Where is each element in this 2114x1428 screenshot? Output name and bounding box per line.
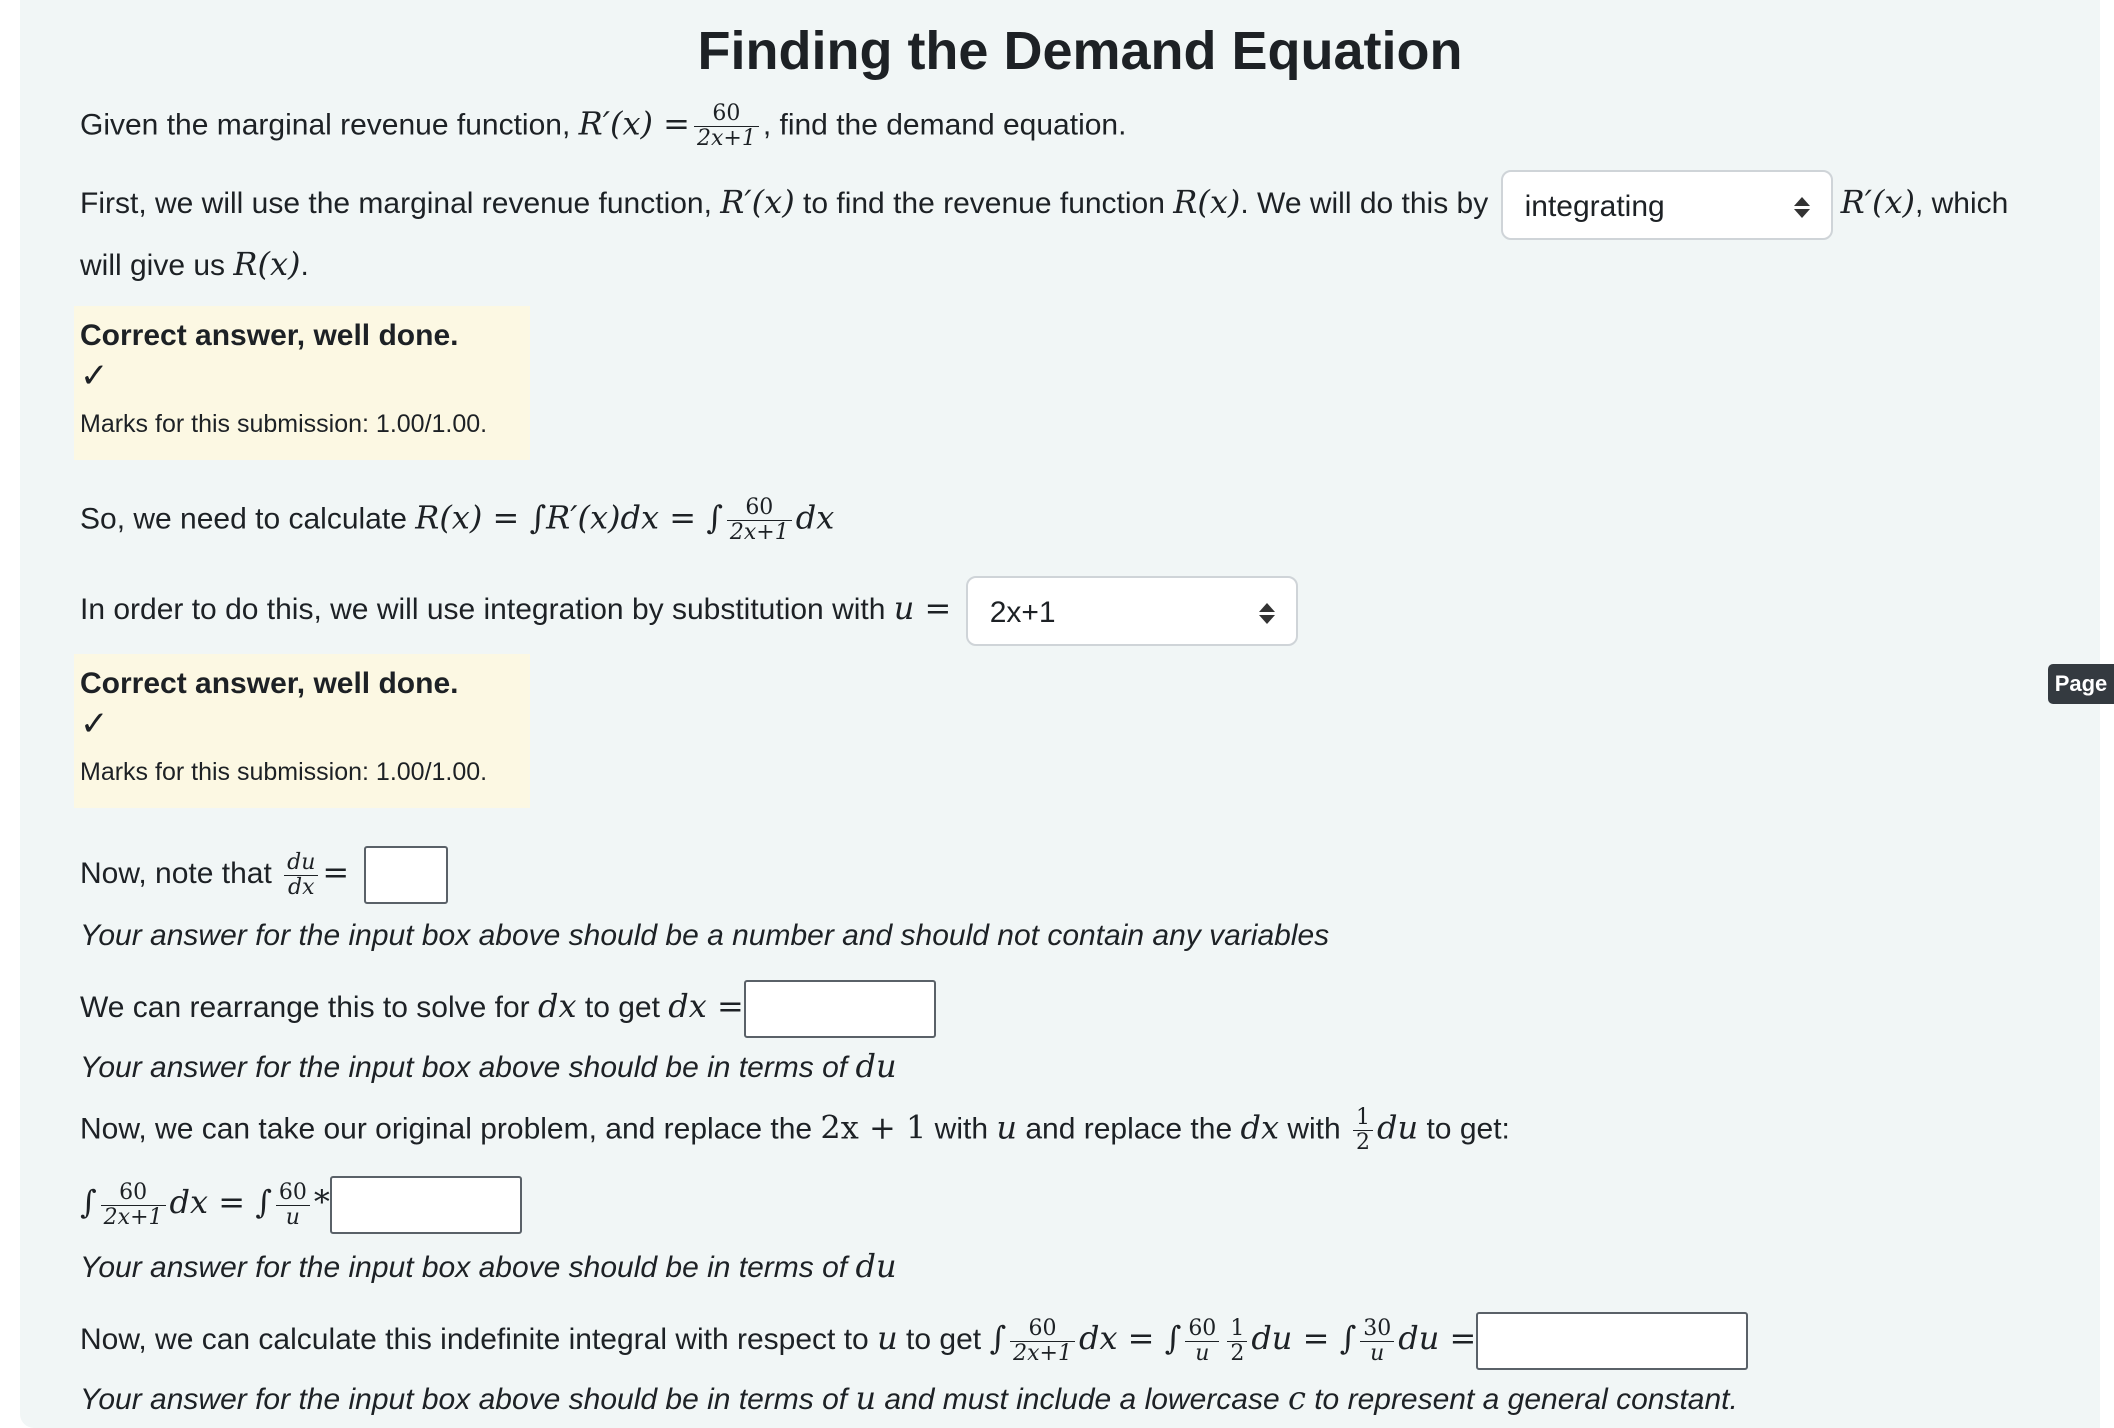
- frac-num: 60: [694, 102, 759, 127]
- math-c: c: [1287, 1379, 1306, 1417]
- hint-text: and must include a lowercase: [876, 1383, 1288, 1416]
- frac-den: 2x+1: [696, 126, 756, 151]
- math-u: u: [996, 1108, 1017, 1147]
- select-arrows-icon: [1258, 578, 1276, 648]
- frac-num: 60: [1010, 1317, 1075, 1342]
- step1-text: will give us: [80, 249, 234, 282]
- question-card: [20, 0, 2100, 1428]
- page-title: Finding the Demand Equation: [697, 21, 1463, 81]
- math-du: du: [855, 1247, 897, 1285]
- math-u: u: [877, 1318, 898, 1357]
- hint-text: Your answer for the input box above should be in terms of: [80, 1383, 856, 1416]
- step6-text: to get:: [1418, 1112, 1510, 1146]
- step2-line: [80, 496, 834, 545]
- step1-line2: [80, 244, 309, 286]
- du-dx-input[interactable]: [364, 846, 448, 904]
- integral-sign: ∫: [989, 1318, 1007, 1357]
- step1-text: to find the revenue function: [794, 186, 1174, 220]
- math-rx: R(x): [233, 245, 301, 283]
- substitution-select[interactable]: [966, 576, 1298, 646]
- intro-fraction: [694, 102, 759, 151]
- step6-text: and replace the: [1016, 1112, 1241, 1146]
- math-rprime: R′(x): [1840, 182, 1915, 221]
- math-star: *: [313, 1182, 330, 1221]
- feedback-marks: Marks for this submission: 1.00/1.00.: [80, 410, 488, 438]
- math-dx: dx: [538, 986, 577, 1025]
- math-dx: dx: [1240, 1108, 1280, 1147]
- frac-den: 2x+1: [103, 1204, 163, 1230]
- intro-function: R′(x) =: [578, 104, 690, 143]
- step1-text: , which: [1914, 186, 2009, 220]
- math-eq: =: [322, 852, 350, 891]
- math-rx: R(x): [1173, 182, 1241, 221]
- step8-fraction-4: [1360, 1317, 1394, 1366]
- select-value: integrating: [1524, 190, 1665, 223]
- frac-num: 60: [1185, 1317, 1219, 1342]
- math-dx: dx: [668, 986, 707, 1025]
- feedback-title: Correct answer, well done.: [80, 319, 459, 352]
- hint-text: Your answer for the input box above should be in terms of: [80, 1051, 856, 1084]
- step2-fraction: [727, 496, 792, 545]
- math-du: du: [855, 1047, 897, 1085]
- frac-num: 60: [727, 496, 792, 521]
- step8-fraction-3: [1227, 1317, 1247, 1366]
- half-fraction: [1353, 1106, 1373, 1155]
- math-du-eq: du = ∫: [1251, 1318, 1357, 1357]
- step3-line: [80, 576, 1298, 646]
- feedback-title: Correct answer, well done.: [80, 667, 459, 700]
- step8-text: Now, we can calculate this indefinite integral with respect to: [80, 1322, 878, 1356]
- frac-den: dx: [288, 874, 315, 900]
- select-value: 2x+1: [989, 596, 1056, 629]
- frac-num: 60: [276, 1181, 310, 1206]
- step4-text: Now, note that: [80, 856, 281, 890]
- select-arrows-icon: [1793, 172, 1811, 242]
- math-du: du: [1377, 1108, 1419, 1147]
- step5-text: to get: [576, 990, 669, 1024]
- step6-text: with: [926, 1112, 997, 1146]
- step6-text: Now, we can take our original problem, and replace the: [80, 1112, 821, 1146]
- math-2x-plus-1: 2x + 1: [820, 1108, 927, 1147]
- math-du-eq: du =: [1398, 1318, 1477, 1357]
- step6-text: with: [1279, 1112, 1350, 1146]
- step1-line: [80, 170, 2008, 240]
- frac-den: 2x+1: [729, 520, 789, 545]
- frac-num: 60: [101, 1181, 166, 1206]
- math-eq: =: [706, 986, 744, 1025]
- step7-fraction-u: [276, 1181, 310, 1230]
- frac-num: 1: [1227, 1317, 1247, 1342]
- check-icon: ✓: [80, 356, 109, 396]
- math-dx-eq: dx = ∫: [1078, 1318, 1182, 1357]
- step8-fraction-1: [1010, 1317, 1075, 1366]
- step7-hint: [80, 1246, 897, 1288]
- du-dx-fraction: [284, 851, 318, 900]
- math-dx: dx: [795, 498, 835, 537]
- step1-text: First, we will use the marginal revenue function,: [80, 186, 721, 220]
- step8-text: to get: [897, 1322, 990, 1356]
- intro-text-after: , find the demand equation.: [762, 108, 1127, 142]
- step1-text: .: [300, 249, 309, 282]
- integral-sign: ∫: [80, 1182, 97, 1221]
- step4-line: [80, 846, 448, 904]
- dx-input[interactable]: [744, 980, 936, 1038]
- math-integral: R(x) = ∫R′(x)dx = ∫: [415, 498, 723, 537]
- integrand-input[interactable]: [330, 1176, 522, 1234]
- step7-fraction: [101, 1181, 166, 1230]
- math-eq: =: [914, 588, 952, 627]
- step8-fraction-2: [1185, 1317, 1219, 1366]
- step5-line: [80, 980, 936, 1038]
- step2-text: So, we need to calculate: [80, 502, 416, 536]
- frac-den: u: [1370, 1340, 1385, 1366]
- step5-hint: [80, 1046, 897, 1088]
- step7-line: [80, 1176, 522, 1234]
- hint-text: Your answer for the input box above should be in terms of: [80, 1251, 856, 1284]
- intro-text: Given the marginal revenue function,: [80, 108, 579, 142]
- step6-line: [80, 1106, 1510, 1155]
- page-drawer-tab[interactable]: Page: [2048, 664, 2114, 704]
- frac-num: 30: [1360, 1317, 1394, 1342]
- step1-text: . We will do this by: [1240, 186, 1489, 220]
- method-select[interactable]: [1501, 170, 1833, 240]
- step3-text: In order to do this, we will use integration by substitution with: [80, 592, 894, 626]
- frac-num: du: [284, 851, 318, 876]
- frac-den: 2x+1: [1013, 1340, 1072, 1366]
- check-icon: ✓: [80, 704, 109, 744]
- math-dx-eq: dx = ∫: [169, 1182, 272, 1221]
- intro-line: [80, 102, 1126, 151]
- step5-text: We can rearrange this to solve for: [80, 990, 538, 1024]
- frac-den: u: [1195, 1340, 1210, 1366]
- math-u: u: [855, 1379, 877, 1417]
- feedback-correct: [74, 654, 530, 808]
- feedback-marks: Marks for this submission: 1.00/1.00.: [80, 758, 488, 786]
- integral-result-input[interactable]: [1476, 1312, 1748, 1370]
- math-u: u: [893, 588, 915, 627]
- frac-den: u: [285, 1204, 300, 1230]
- step8-line: [80, 1312, 1748, 1370]
- math-rprime: R′(x): [720, 182, 795, 221]
- feedback-correct: [74, 306, 530, 460]
- step8-hint: [80, 1378, 1738, 1420]
- step4-hint: Your answer for the input box above should be a number and should not contain any variables: [80, 919, 1330, 952]
- frac-num: 1: [1353, 1106, 1373, 1131]
- frac-den: 2: [1230, 1340, 1245, 1366]
- frac-den: 2: [1356, 1130, 1371, 1155]
- hint-text: to represent a general constant.: [1305, 1383, 1738, 1416]
